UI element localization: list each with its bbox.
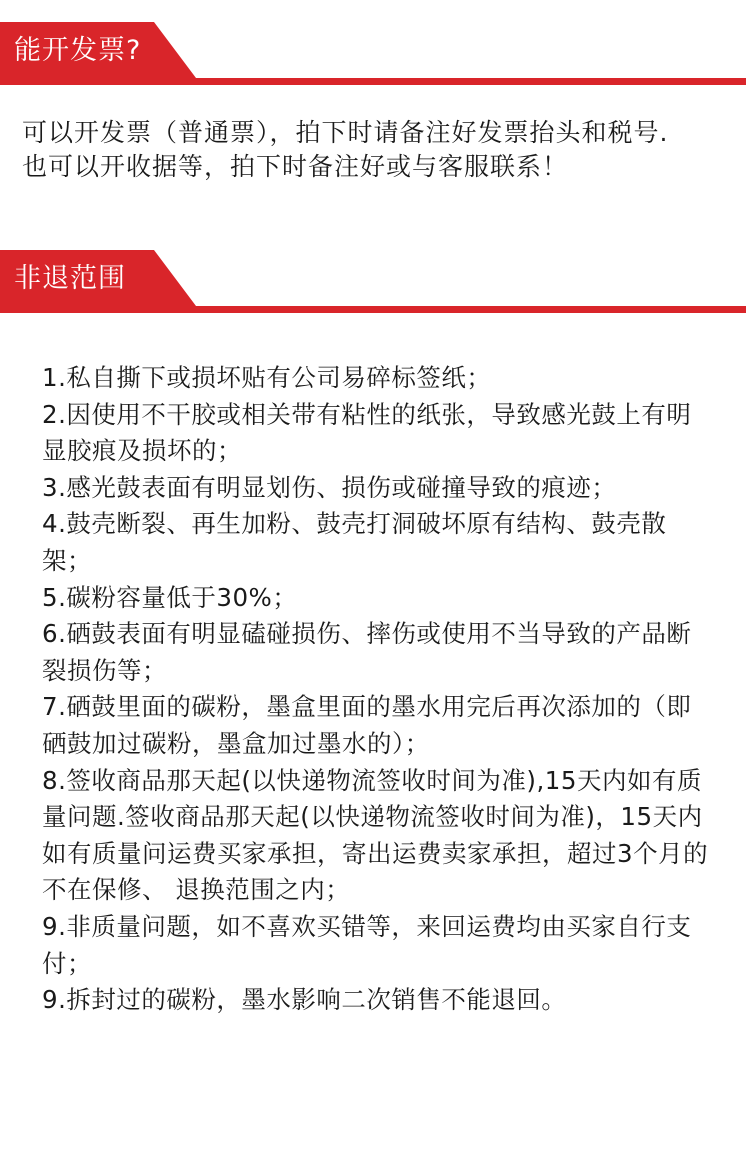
nonreturn-item: 4.鼓壳断裂、再生加粉、鼓壳打洞破坏原有结构、鼓壳散架；: [42, 509, 667, 575]
nonreturn-item: 9.非质量问题，如不喜欢买错等，来回运费均由买家自行支付；: [42, 911, 692, 978]
nonreturn-item: 6.硒鼓表面有明显磕碰损伤、摔伤或使用不当导致的产品断裂损伤等；: [42, 619, 692, 685]
nonreturn-item: 1.私自撕下或损坏贴有公司易碎标签纸；: [42, 363, 492, 392]
nonreturn-item: 9.拆封过的碳粉，墨水影响二次销售不能退回。: [42, 985, 567, 1015]
nonreturn-item: 3.感光鼓表面有明显划伤、损伤或碰撞导致的痕迹；: [42, 472, 617, 502]
invoice-line-2: 也可以开收据等，拍下时备注好或与客服联系！: [22, 152, 569, 181]
invoice-section-header: [0, 22, 750, 86]
nonreturn-list: [42, 360, 712, 1019]
nonreturn-item: 2.因使用不干胶或相关带有粘性的纸张，导致感光鼓上有明显胶痕及损坏的；: [42, 399, 692, 466]
nonreturn-item: 5.碳粉容量低于30%；: [42, 582, 298, 612]
nonreturn-item: 7.硒鼓里面的碳粉，墨盒里面的墨水用完后再次添加的（即硒鼓加过碳粉，墨盒加过墨水的）；: [42, 692, 692, 758]
invoice-line-1: 可以开发票（普通票），拍下时请备注好发票抬头和税号.: [22, 118, 669, 147]
nonreturn-item: 8.签收商品那天起(以快递物流签收时间为准),15天内如有质量问题.签收商品那天起(以快递物流签收时间为准)，15天内如有质量问运费买家承担，寄出运费卖家承担，超过3个月的不在保修、 退换范围之内；: [42, 765, 709, 905]
invoice-text-block: [22, 116, 722, 184]
nonreturn-section-header: [0, 250, 750, 314]
nonreturn-section-title: 非退范围: [14, 263, 126, 294]
invoice-section-title: 能开发票?: [14, 35, 142, 66]
